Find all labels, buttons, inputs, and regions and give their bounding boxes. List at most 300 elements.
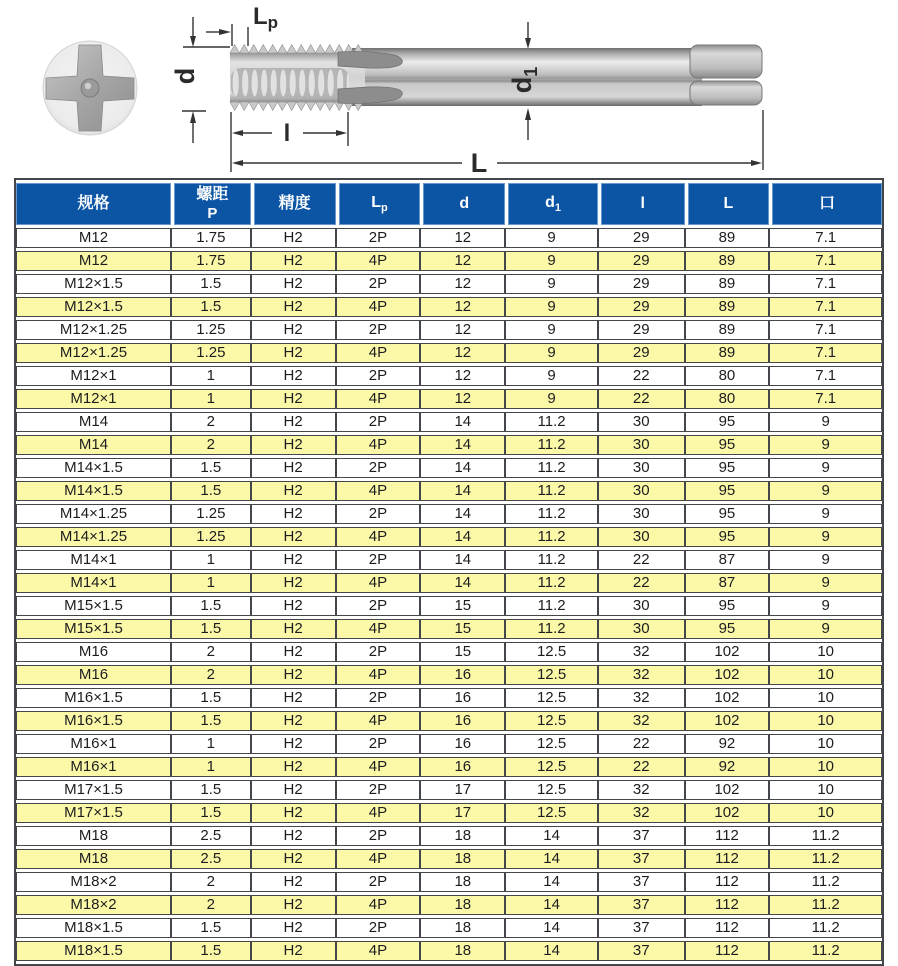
table-cell: 32 bbox=[598, 803, 685, 823]
table-cell: 89 bbox=[685, 297, 770, 317]
table-row bbox=[16, 734, 882, 754]
table-cell: 10 bbox=[769, 734, 882, 754]
square-drive-end bbox=[690, 45, 762, 105]
table-row bbox=[16, 941, 882, 961]
table-cell: 1.5 bbox=[171, 619, 251, 639]
table-cell: H2 bbox=[251, 251, 336, 271]
table-cell: 87 bbox=[685, 550, 770, 570]
table-cell: 2P bbox=[336, 642, 421, 662]
table-cell: 10 bbox=[769, 688, 882, 708]
table-cell: 7.1 bbox=[769, 343, 882, 363]
table-cell: 14 bbox=[505, 849, 598, 869]
table-cell: H2 bbox=[251, 665, 336, 685]
table-cell: H2 bbox=[251, 527, 336, 547]
table-cell: 102 bbox=[685, 780, 770, 800]
table-cell: H2 bbox=[251, 504, 336, 524]
table-cell: 37 bbox=[598, 849, 685, 869]
table-cell: 1 bbox=[171, 550, 251, 570]
table-cell: M16×1 bbox=[16, 757, 171, 777]
table-cell: 12 bbox=[420, 343, 505, 363]
table-cell: 11.2 bbox=[505, 573, 598, 593]
table-row bbox=[16, 435, 882, 455]
table-cell: H2 bbox=[251, 941, 336, 961]
table-cell: 1 bbox=[171, 757, 251, 777]
table-cell: 4P bbox=[336, 573, 421, 593]
table-cell: 11.2 bbox=[769, 872, 882, 892]
tap-drawing-svg bbox=[0, 0, 898, 176]
table-cell: 1.5 bbox=[171, 688, 251, 708]
table-cell: 9 bbox=[769, 504, 882, 524]
table-cell: H2 bbox=[251, 274, 336, 294]
table-cell: 7.1 bbox=[769, 228, 882, 248]
table-row bbox=[16, 872, 882, 892]
tap-side-view bbox=[230, 45, 762, 111]
table-row bbox=[16, 481, 882, 501]
table-cell: 11.2 bbox=[769, 918, 882, 938]
table-cell: 1.5 bbox=[171, 297, 251, 317]
table-cell: 1.5 bbox=[171, 803, 251, 823]
table-cell: 11.2 bbox=[505, 619, 598, 639]
table-cell: 14 bbox=[420, 573, 505, 593]
table-cell: 11.2 bbox=[505, 527, 598, 547]
table-cell: M16 bbox=[16, 665, 171, 685]
table-cell: 95 bbox=[685, 481, 770, 501]
label-lp: Lp bbox=[253, 3, 279, 32]
table-cell: 14 bbox=[420, 412, 505, 432]
table-cell: 18 bbox=[420, 941, 505, 961]
table-cell: 1.75 bbox=[171, 251, 251, 271]
table-cell: 14 bbox=[420, 527, 505, 547]
table-cell: 2P bbox=[336, 320, 421, 340]
table-cell: 2P bbox=[336, 596, 421, 616]
table-cell: M14×1.5 bbox=[16, 458, 171, 478]
table-cell: H2 bbox=[251, 826, 336, 846]
table-cell: 9 bbox=[505, 320, 598, 340]
table-cell: H2 bbox=[251, 872, 336, 892]
table-cell: M18×1.5 bbox=[16, 918, 171, 938]
table-cell: H2 bbox=[251, 389, 336, 409]
table-cell: 22 bbox=[598, 757, 685, 777]
col-header-precision: 精度 bbox=[251, 183, 336, 225]
table-cell: M14×1.25 bbox=[16, 504, 171, 524]
table-cell: M12×1 bbox=[16, 366, 171, 386]
table-cell: 37 bbox=[598, 918, 685, 938]
table-cell: M17×1.5 bbox=[16, 780, 171, 800]
table-cell: H2 bbox=[251, 780, 336, 800]
table-cell: 11.2 bbox=[505, 504, 598, 524]
table-cell: 12 bbox=[420, 251, 505, 271]
table-cell: 18 bbox=[420, 895, 505, 915]
table-cell: 112 bbox=[685, 849, 770, 869]
table-cell: M14×1.25 bbox=[16, 527, 171, 547]
table-cell: 11.2 bbox=[505, 596, 598, 616]
table-row bbox=[16, 826, 882, 846]
table-row bbox=[16, 228, 882, 248]
table-cell: 2P bbox=[336, 734, 421, 754]
table-cell: 10 bbox=[769, 780, 882, 800]
table-cell: 2P bbox=[336, 274, 421, 294]
col-header-L: L bbox=[685, 183, 770, 225]
table-cell: 18 bbox=[420, 872, 505, 892]
table-cell: 18 bbox=[420, 826, 505, 846]
table-cell: H2 bbox=[251, 550, 336, 570]
table-cell: H2 bbox=[251, 412, 336, 432]
table-cell: M14×1.5 bbox=[16, 481, 171, 501]
table-cell: 17 bbox=[420, 803, 505, 823]
table-cell: 11.2 bbox=[505, 412, 598, 432]
table-row bbox=[16, 320, 882, 340]
table-cell: H2 bbox=[251, 458, 336, 478]
table-row bbox=[16, 550, 882, 570]
table-row bbox=[16, 366, 882, 386]
table-cell: 95 bbox=[685, 619, 770, 639]
table-cell: 22 bbox=[598, 573, 685, 593]
table-cell: 80 bbox=[685, 366, 770, 386]
table-cell: 11.2 bbox=[505, 481, 598, 501]
table-cell: 1.5 bbox=[171, 941, 251, 961]
table-cell: 9 bbox=[505, 274, 598, 294]
table-cell: M18×1.5 bbox=[16, 941, 171, 961]
table-cell: 11.2 bbox=[769, 849, 882, 869]
table-cell: 11.2 bbox=[505, 435, 598, 455]
table-cell: H2 bbox=[251, 297, 336, 317]
table-cell: 1 bbox=[171, 734, 251, 754]
table-cell: 32 bbox=[598, 711, 685, 731]
table-cell: M14×1 bbox=[16, 573, 171, 593]
table-cell: 12 bbox=[420, 366, 505, 386]
table-cell: M16×1 bbox=[16, 734, 171, 754]
col-header-d1: $d_1$ bbox=[505, 183, 598, 225]
table-cell: 14 bbox=[505, 895, 598, 915]
table-cell: 14 bbox=[505, 826, 598, 846]
table-cell: 112 bbox=[685, 895, 770, 915]
table-cell: M17×1.5 bbox=[16, 803, 171, 823]
table-cell: 95 bbox=[685, 458, 770, 478]
table-row bbox=[16, 711, 882, 731]
table-cell: 37 bbox=[598, 872, 685, 892]
table-cell: 4P bbox=[336, 619, 421, 639]
table-cell: 92 bbox=[685, 734, 770, 754]
table-row bbox=[16, 527, 882, 547]
table-cell: 4P bbox=[336, 435, 421, 455]
table-cell: 29 bbox=[598, 297, 685, 317]
table-cell: H2 bbox=[251, 573, 336, 593]
col-header-spec: 规格 bbox=[16, 183, 171, 225]
table-cell: 1.75 bbox=[171, 228, 251, 248]
table-cell: 102 bbox=[685, 711, 770, 731]
table-cell: 18 bbox=[420, 918, 505, 938]
table-cell: 80 bbox=[685, 389, 770, 409]
table-cell: 1.25 bbox=[171, 343, 251, 363]
table-cell: 22 bbox=[598, 550, 685, 570]
table-cell: 10 bbox=[769, 711, 882, 731]
table-cell: H2 bbox=[251, 320, 336, 340]
table-cell: M18 bbox=[16, 849, 171, 869]
table-cell: H2 bbox=[251, 481, 336, 501]
table-cell: 16 bbox=[420, 665, 505, 685]
table-cell: H2 bbox=[251, 688, 336, 708]
table-row bbox=[16, 412, 882, 432]
table-cell: 4P bbox=[336, 803, 421, 823]
table-cell: 4P bbox=[336, 389, 421, 409]
table-cell: 22 bbox=[598, 734, 685, 754]
table-cell: 1 bbox=[171, 573, 251, 593]
table-cell: 12.5 bbox=[505, 711, 598, 731]
table-cell: 12.5 bbox=[505, 803, 598, 823]
table-cell: 14 bbox=[420, 504, 505, 524]
table-cell: 12 bbox=[420, 320, 505, 340]
table-cell: 112 bbox=[685, 872, 770, 892]
table-cell: 2P bbox=[336, 366, 421, 386]
table-cell: 89 bbox=[685, 274, 770, 294]
table-cell: 2P bbox=[336, 504, 421, 524]
table-cell: H2 bbox=[251, 734, 336, 754]
table-cell: 32 bbox=[598, 665, 685, 685]
table-cell: 7.1 bbox=[769, 297, 882, 317]
table-cell: 2 bbox=[171, 412, 251, 432]
table-cell: 89 bbox=[685, 228, 770, 248]
table-cell: 37 bbox=[598, 895, 685, 915]
table-cell: 95 bbox=[685, 435, 770, 455]
table-row bbox=[16, 274, 882, 294]
table-cell: 2 bbox=[171, 665, 251, 685]
table-cell: 2 bbox=[171, 435, 251, 455]
table-cell: 10 bbox=[769, 665, 882, 685]
table-cell: 10 bbox=[769, 757, 882, 777]
table-cell: H2 bbox=[251, 366, 336, 386]
table-cell: 30 bbox=[598, 435, 685, 455]
table-cell: 30 bbox=[598, 596, 685, 616]
table-row bbox=[16, 343, 882, 363]
table-cell: 102 bbox=[685, 688, 770, 708]
table-cell: 11.2 bbox=[505, 550, 598, 570]
table-cell: 14 bbox=[420, 481, 505, 501]
table-cell: 32 bbox=[598, 642, 685, 662]
table-cell: 12 bbox=[420, 274, 505, 294]
table-cell: 12.5 bbox=[505, 780, 598, 800]
table-cell: H2 bbox=[251, 228, 336, 248]
table-cell: 95 bbox=[685, 504, 770, 524]
table-cell: 112 bbox=[685, 918, 770, 938]
table-cell: 18 bbox=[420, 849, 505, 869]
table-cell: 11.2 bbox=[769, 941, 882, 961]
table-cell: 7.1 bbox=[769, 389, 882, 409]
table-cell: 102 bbox=[685, 642, 770, 662]
table-cell: 15 bbox=[420, 619, 505, 639]
table-cell: 2P bbox=[336, 872, 421, 892]
table-cell: 1.25 bbox=[171, 527, 251, 547]
table-cell: 112 bbox=[685, 826, 770, 846]
table-cell: 29 bbox=[598, 251, 685, 271]
table-cell: 7.1 bbox=[769, 251, 882, 271]
label-d1: $d_1$ bbox=[507, 66, 541, 94]
table-cell: 7.1 bbox=[769, 366, 882, 386]
table-cell: 1.5 bbox=[171, 274, 251, 294]
table-cell: 14 bbox=[420, 435, 505, 455]
table-header-row bbox=[16, 183, 882, 225]
table-cell: 37 bbox=[598, 941, 685, 961]
table-cell: 16 bbox=[420, 711, 505, 731]
table-cell: 14 bbox=[505, 941, 598, 961]
table-cell: M16 bbox=[16, 642, 171, 662]
table-cell: 14 bbox=[505, 872, 598, 892]
table-cell: M12×1 bbox=[16, 389, 171, 409]
table-cell: M12×1.5 bbox=[16, 274, 171, 294]
spec-table-body bbox=[16, 228, 882, 961]
table-cell: M14 bbox=[16, 435, 171, 455]
table-cell: 4P bbox=[336, 849, 421, 869]
table-cell: 1.5 bbox=[171, 780, 251, 800]
table-cell: 1.5 bbox=[171, 918, 251, 938]
table-cell: 2P bbox=[336, 918, 421, 938]
label-L: L bbox=[470, 148, 488, 176]
dim-L bbox=[232, 110, 763, 170]
table-cell: 4P bbox=[336, 343, 421, 363]
table-cell: 14 bbox=[420, 458, 505, 478]
table-cell: H2 bbox=[251, 757, 336, 777]
table-row bbox=[16, 780, 882, 800]
table-cell: 30 bbox=[598, 481, 685, 501]
table-cell: H2 bbox=[251, 895, 336, 915]
table-cell: 2P bbox=[336, 688, 421, 708]
table-cell: 11.2 bbox=[505, 458, 598, 478]
table-cell: M14 bbox=[16, 412, 171, 432]
table-cell: 12 bbox=[420, 228, 505, 248]
table-cell: 4P bbox=[336, 527, 421, 547]
table-cell: M18 bbox=[16, 826, 171, 846]
table-cell: 10 bbox=[769, 803, 882, 823]
table-cell: 1.5 bbox=[171, 596, 251, 616]
table-cell: 22 bbox=[598, 366, 685, 386]
table-row bbox=[16, 895, 882, 915]
table-cell: 12.5 bbox=[505, 665, 598, 685]
table-cell: 9 bbox=[769, 412, 882, 432]
table-cell: 87 bbox=[685, 573, 770, 593]
table-cell: 102 bbox=[685, 803, 770, 823]
table-cell: H2 bbox=[251, 435, 336, 455]
table-cell: 2P bbox=[336, 780, 421, 800]
table-cell: 4P bbox=[336, 297, 421, 317]
table-cell: 1.5 bbox=[171, 458, 251, 478]
table-cell: H2 bbox=[251, 596, 336, 616]
table-cell: 15 bbox=[420, 596, 505, 616]
table-cell: H2 bbox=[251, 343, 336, 363]
table-cell: 30 bbox=[598, 458, 685, 478]
table-cell: 9 bbox=[505, 389, 598, 409]
table-cell: 30 bbox=[598, 619, 685, 639]
table-cell: 9 bbox=[505, 251, 598, 271]
table-cell: H2 bbox=[251, 619, 336, 639]
table-row bbox=[16, 918, 882, 938]
table-row bbox=[16, 803, 882, 823]
table-cell: M18×2 bbox=[16, 895, 171, 915]
table-cell: 12.5 bbox=[505, 757, 598, 777]
spec-table bbox=[14, 178, 884, 966]
table-cell: 29 bbox=[598, 228, 685, 248]
table-row bbox=[16, 642, 882, 662]
table-cell: 32 bbox=[598, 688, 685, 708]
table-cell: H2 bbox=[251, 711, 336, 731]
table-cell: 1 bbox=[171, 389, 251, 409]
table-row bbox=[16, 665, 882, 685]
table-cell: 112 bbox=[685, 941, 770, 961]
table-cell: 9 bbox=[505, 366, 598, 386]
table-row bbox=[16, 251, 882, 271]
dim-lp bbox=[206, 24, 248, 46]
table-cell: 1.5 bbox=[171, 711, 251, 731]
table-cell: 16 bbox=[420, 688, 505, 708]
table-cell: 89 bbox=[685, 251, 770, 271]
col-header-d: d bbox=[420, 183, 505, 225]
table-cell: 4P bbox=[336, 665, 421, 685]
table-cell: 30 bbox=[598, 412, 685, 432]
table-cell: 2 bbox=[171, 642, 251, 662]
table-cell: 95 bbox=[685, 412, 770, 432]
table-cell: M16×1.5 bbox=[16, 688, 171, 708]
table-row bbox=[16, 849, 882, 869]
table-cell: 12 bbox=[420, 389, 505, 409]
table-row bbox=[16, 504, 882, 524]
table-cell: 1 bbox=[171, 366, 251, 386]
table-cell: 7.1 bbox=[769, 274, 882, 294]
table-cell: 9 bbox=[769, 435, 882, 455]
table-cell: M15×1.5 bbox=[16, 619, 171, 639]
table-cell: 29 bbox=[598, 320, 685, 340]
table-cell: 30 bbox=[598, 527, 685, 547]
table-cell: 1.5 bbox=[171, 481, 251, 501]
table-row bbox=[16, 757, 882, 777]
col-header-square: 口 bbox=[769, 183, 882, 225]
table-cell: H2 bbox=[251, 803, 336, 823]
table-cell: M12×1.5 bbox=[16, 297, 171, 317]
table-cell: H2 bbox=[251, 642, 336, 662]
table-cell: M12 bbox=[16, 228, 171, 248]
table-cell: 2 bbox=[171, 895, 251, 915]
table-cell: 30 bbox=[598, 504, 685, 524]
table-cell: 2.5 bbox=[171, 849, 251, 869]
table-cell: 22 bbox=[598, 389, 685, 409]
table-cell: 2.5 bbox=[171, 826, 251, 846]
table-cell: 2P bbox=[336, 228, 421, 248]
table-cell: H2 bbox=[251, 849, 336, 869]
table-cell: 9 bbox=[505, 228, 598, 248]
table-cell: 2P bbox=[336, 550, 421, 570]
table-row bbox=[16, 688, 882, 708]
table-cell: 14 bbox=[420, 550, 505, 570]
table-cell: 95 bbox=[685, 527, 770, 547]
table-cell: 9 bbox=[505, 343, 598, 363]
table-cell: 4P bbox=[336, 251, 421, 271]
table-cell: 4P bbox=[336, 941, 421, 961]
table-cell: 29 bbox=[598, 343, 685, 363]
table-cell: 2P bbox=[336, 826, 421, 846]
table-cell: 9 bbox=[769, 527, 882, 547]
table-cell: 4P bbox=[336, 481, 421, 501]
table-row bbox=[16, 619, 882, 639]
table-cell: 17 bbox=[420, 780, 505, 800]
table-row bbox=[16, 297, 882, 317]
table-cell: 37 bbox=[598, 826, 685, 846]
table-cell: 102 bbox=[685, 665, 770, 685]
table-cell: 16 bbox=[420, 757, 505, 777]
table-row bbox=[16, 596, 882, 616]
table-cell: 4P bbox=[336, 757, 421, 777]
table-cell: 9 bbox=[769, 596, 882, 616]
table-cell: M12 bbox=[16, 251, 171, 271]
col-header-pitch: 螺距 P bbox=[171, 183, 251, 225]
table-cell: M12×1.25 bbox=[16, 320, 171, 340]
table-cell: 4P bbox=[336, 895, 421, 915]
